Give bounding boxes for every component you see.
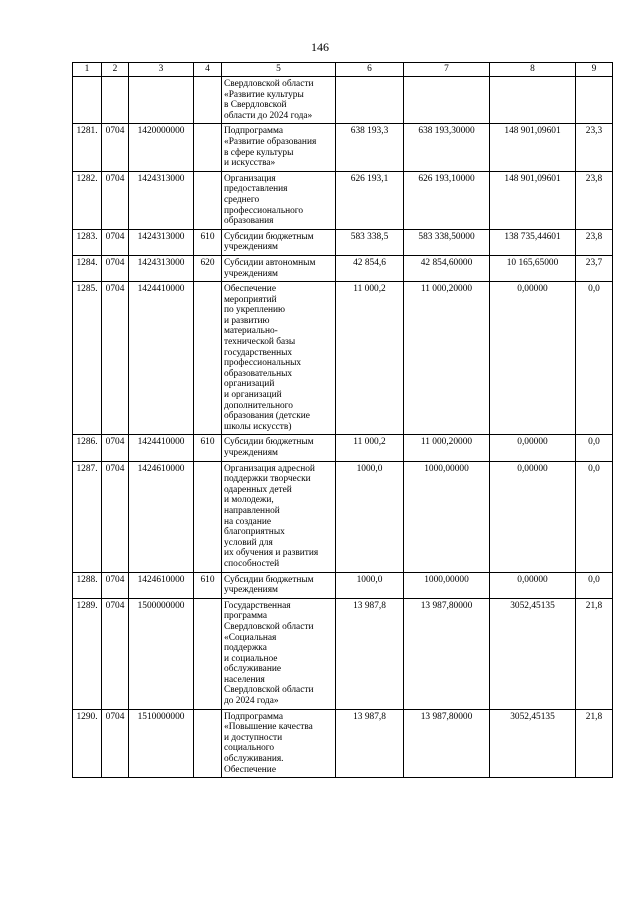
allocated-amount: 638 193,30000 <box>418 126 475 137</box>
table-row <box>73 77 613 124</box>
executed-amount: 148 901,09601 <box>504 126 561 137</box>
expense-type-code: 610 <box>200 437 215 448</box>
allocated-amount-cell <box>404 435 490 461</box>
table-row <box>73 229 613 255</box>
approved-amount: 13 987,8 <box>353 600 386 611</box>
approved-amount-cell <box>336 709 404 778</box>
executed-amount: 138 735,44601 <box>504 231 561 242</box>
executed-amount: 3052,45135 <box>510 711 555 722</box>
target-article-code: 1424313000 <box>137 231 185 242</box>
item-name: Подпрограмма «Повышение качества и доступности социального обслуживания. Обеспечение <box>224 711 313 775</box>
section-code-cell <box>102 572 129 598</box>
target-article-code-cell <box>129 255 194 281</box>
row-number: 1287. <box>76 463 98 474</box>
column-header: 4 <box>194 63 222 77</box>
allocated-amount: 583 338,50000 <box>418 231 475 242</box>
section-code-cell <box>102 435 129 461</box>
table-row <box>73 282 613 435</box>
approved-amount: 1000,0 <box>356 574 383 585</box>
executed-amount-cell <box>490 282 576 435</box>
execution-percent-cell <box>576 435 613 461</box>
section-code: 0704 <box>105 463 125 474</box>
allocated-amount-cell <box>404 461 490 572</box>
expense-type-code-cell <box>194 255 222 281</box>
row-number-cell <box>73 709 102 778</box>
item-name: Свердловской области «Развитие культуры в Свердловской области до 2024 года» <box>224 79 314 121</box>
item-name: Организация адресной поддержки творчески одаренных детей и молодежи, направленной на создание благоприятных условий для их обучения и развития способностей <box>224 463 319 569</box>
target-article-code-cell <box>129 77 194 124</box>
approved-amount: 583 338,5 <box>350 231 389 242</box>
allocated-amount: 13 987,80000 <box>420 600 473 611</box>
execution-percent: 21,8 <box>585 711 603 722</box>
executed-amount: 10 165,65000 <box>506 257 559 268</box>
row-number-cell <box>73 229 102 255</box>
execution-percent-cell <box>576 124 613 171</box>
table-row <box>73 255 613 281</box>
executed-amount: 0,00000 <box>517 284 548 295</box>
approved-amount: 11 000,2 <box>353 437 386 448</box>
allocated-amount-cell <box>404 598 490 709</box>
section-code: 0704 <box>105 600 125 611</box>
execution-percent-cell <box>576 171 613 229</box>
table-row <box>73 124 613 171</box>
table-row <box>73 435 613 461</box>
allocated-amount-cell <box>404 229 490 255</box>
approved-amount-cell <box>336 598 404 709</box>
approved-amount-cell <box>336 572 404 598</box>
section-code-cell <box>102 461 129 572</box>
row-number-cell <box>73 124 102 171</box>
allocated-amount-cell <box>404 77 490 124</box>
target-article-code-cell <box>129 282 194 435</box>
execution-percent: 0,0 <box>588 463 600 474</box>
row-number: 1285. <box>76 284 98 295</box>
item-name-cell <box>222 709 336 778</box>
allocated-amount-cell <box>404 124 490 171</box>
section-code: 0704 <box>105 231 125 242</box>
table-body <box>73 77 613 778</box>
table-row <box>73 461 613 572</box>
section-code-cell <box>102 282 129 435</box>
row-number: 1290. <box>76 711 98 722</box>
execution-percent-cell <box>576 77 613 124</box>
executed-amount-cell <box>490 229 576 255</box>
item-name-cell <box>222 124 336 171</box>
expense-type-code-cell <box>194 598 222 709</box>
executed-amount-cell <box>490 709 576 778</box>
approved-amount: 42 854,6 <box>353 257 386 268</box>
approved-amount-cell <box>336 171 404 229</box>
column-header: 6 <box>336 63 404 77</box>
execution-percent-cell <box>576 709 613 778</box>
expense-type-code-cell <box>194 171 222 229</box>
section-code-cell <box>102 171 129 229</box>
row-number-cell <box>73 435 102 461</box>
approved-amount: 1000,0 <box>356 463 383 474</box>
section-code-cell <box>102 229 129 255</box>
row-number: 1283. <box>76 231 98 242</box>
execution-percent-cell <box>576 255 613 281</box>
allocated-amount: 11 000,20000 <box>420 437 473 448</box>
column-header: 1 <box>73 63 102 77</box>
allocated-amount-cell <box>404 709 490 778</box>
target-article-code-cell <box>129 598 194 709</box>
execution-percent: 0,0 <box>588 284 600 295</box>
expense-type-code-cell <box>194 572 222 598</box>
row-number-cell <box>73 598 102 709</box>
executed-amount-cell <box>490 461 576 572</box>
section-code: 0704 <box>105 574 125 585</box>
executed-amount-cell <box>490 171 576 229</box>
target-article-code: 1510000000 <box>137 711 185 722</box>
item-name: Субсидии автономным учреждениям <box>224 257 316 279</box>
item-name-cell <box>222 461 336 572</box>
section-code: 0704 <box>105 711 125 722</box>
target-article-code-cell <box>129 171 194 229</box>
execution-percent: 23,8 <box>585 231 603 242</box>
row-number-cell <box>73 461 102 572</box>
table-row <box>73 171 613 229</box>
table-row <box>73 598 613 709</box>
section-code-cell <box>102 124 129 171</box>
header-row <box>73 63 613 77</box>
section-code-cell <box>102 598 129 709</box>
expense-type-code-cell <box>194 229 222 255</box>
row-number-cell <box>73 77 102 124</box>
item-name: Государственная программа Свердловской области «Социальная поддержка и социальное обслуживание населения Свердловской области до 2024 года» <box>224 600 314 707</box>
executed-amount-cell <box>490 255 576 281</box>
execution-percent-cell <box>576 229 613 255</box>
allocated-amount: 42 854,60000 <box>420 257 473 268</box>
target-article-code: 1420000000 <box>137 126 185 137</box>
approved-amount-cell <box>336 77 404 124</box>
expense-type-code-cell <box>194 282 222 435</box>
execution-percent-cell <box>576 572 613 598</box>
approved-amount: 11 000,2 <box>353 284 386 295</box>
table-row <box>73 709 613 778</box>
executed-amount: 3052,45135 <box>510 600 555 611</box>
item-name-cell <box>222 282 336 435</box>
column-header: 2 <box>102 63 129 77</box>
allocated-amount: 1000,00000 <box>424 574 469 585</box>
column-header: 7 <box>404 63 490 77</box>
approved-amount-cell <box>336 255 404 281</box>
approved-amount-cell <box>336 282 404 435</box>
approved-amount: 626 193,1 <box>350 173 389 184</box>
item-name-cell <box>222 435 336 461</box>
item-name-cell <box>222 229 336 255</box>
target-article-code: 1424410000 <box>137 437 185 448</box>
expense-type-code-cell <box>194 124 222 171</box>
section-code-cell <box>102 709 129 778</box>
target-article-code: 1500000000 <box>137 600 185 611</box>
approved-amount-cell <box>336 435 404 461</box>
execution-percent: 23,8 <box>585 173 603 184</box>
executed-amount-cell <box>490 77 576 124</box>
approved-amount-cell <box>336 229 404 255</box>
executed-amount: 0,00000 <box>517 574 548 585</box>
executed-amount: 0,00000 <box>517 437 548 448</box>
row-number: 1284. <box>76 257 98 268</box>
row-number: 1288. <box>76 574 98 585</box>
section-code: 0704 <box>105 173 125 184</box>
target-article-code: 1424410000 <box>137 284 185 295</box>
row-number: 1289. <box>76 600 98 611</box>
column-header: 8 <box>490 63 576 77</box>
column-header: 3 <box>129 63 194 77</box>
row-number: 1281. <box>76 126 98 137</box>
executed-amount-cell <box>490 572 576 598</box>
expense-type-code-cell <box>194 77 222 124</box>
allocated-amount-cell <box>404 255 490 281</box>
executed-amount: 0,00000 <box>517 463 548 474</box>
column-header: 9 <box>576 63 613 77</box>
item-name: Организация предоставления среднего профессионального образования <box>224 173 304 227</box>
target-article-code-cell <box>129 572 194 598</box>
row-number: 1282. <box>76 173 98 184</box>
section-code: 0704 <box>105 257 125 268</box>
approved-amount-cell <box>336 461 404 572</box>
expense-type-code: 610 <box>200 574 215 585</box>
target-article-code: 1424313000 <box>137 173 185 184</box>
row-number-cell <box>73 255 102 281</box>
item-name-cell <box>222 598 336 709</box>
item-name: Субсидии бюджетным учреждениям <box>224 437 314 458</box>
item-name: Субсидии бюджетным учреждениям <box>224 231 314 253</box>
row-number-cell <box>73 171 102 229</box>
item-name: Обеспечение мероприятий по укреплению и развитию материально- технической базы государственных профессиональных образовательных организаций и организаций дополнительного образования (детские школы искусств) <box>224 284 310 432</box>
row-number-cell <box>73 572 102 598</box>
executed-amount-cell <box>490 598 576 709</box>
allocated-amount: 626 193,10000 <box>418 173 475 184</box>
item-name-cell <box>222 171 336 229</box>
page-number: 146 <box>311 40 329 54</box>
target-article-code: 1424313000 <box>137 257 185 268</box>
target-article-code-cell <box>129 435 194 461</box>
execution-percent: 0,0 <box>588 437 600 448</box>
execution-percent-cell <box>576 282 613 435</box>
target-article-code-cell <box>129 709 194 778</box>
row-number: 1286. <box>76 437 98 448</box>
allocated-amount: 13 987,80000 <box>420 711 473 722</box>
approved-amount: 13 987,8 <box>353 711 386 722</box>
expense-type-code: 620 <box>200 257 215 268</box>
budget-table <box>72 62 613 778</box>
approved-amount-cell <box>336 124 404 171</box>
executed-amount: 148 901,09601 <box>504 173 561 184</box>
allocated-amount: 11 000,20000 <box>420 284 473 295</box>
execution-percent: 23,7 <box>585 257 603 268</box>
section-code: 0704 <box>105 126 125 137</box>
execution-percent: 23,3 <box>585 126 603 137</box>
allocated-amount-cell <box>404 572 490 598</box>
expense-type-code: 610 <box>200 231 215 242</box>
expense-type-code-cell <box>194 709 222 778</box>
executed-amount-cell <box>490 124 576 171</box>
expense-type-code-cell <box>194 461 222 572</box>
item-name-cell <box>222 255 336 281</box>
expense-type-code-cell <box>194 435 222 461</box>
target-article-code-cell <box>129 229 194 255</box>
executed-amount-cell <box>490 435 576 461</box>
table-row <box>73 572 613 598</box>
item-name-cell <box>222 77 336 124</box>
execution-percent-cell <box>576 598 613 709</box>
section-code: 0704 <box>105 437 125 448</box>
column-header: 5 <box>222 63 336 77</box>
section-code: 0704 <box>105 284 125 295</box>
item-name: Подпрограмма «Развитие образования в сфере культуры и искусства» <box>224 126 317 169</box>
allocated-amount: 1000,00000 <box>424 463 469 474</box>
approved-amount: 638 193,3 <box>350 126 389 137</box>
execution-percent: 0,0 <box>588 574 600 585</box>
section-code-cell <box>102 77 129 124</box>
target-article-code: 1424610000 <box>137 574 185 585</box>
execution-percent: 21,8 <box>585 600 603 611</box>
allocated-amount-cell <box>404 171 490 229</box>
target-article-code-cell <box>129 461 194 572</box>
target-article-code: 1424610000 <box>137 463 185 474</box>
item-name-cell <box>222 572 336 598</box>
execution-percent-cell <box>576 461 613 572</box>
item-name: Субсидии бюджетным учреждениям <box>224 574 314 596</box>
row-number-cell <box>73 282 102 435</box>
target-article-code-cell <box>129 124 194 171</box>
section-code-cell <box>102 255 129 281</box>
allocated-amount-cell <box>404 282 490 435</box>
